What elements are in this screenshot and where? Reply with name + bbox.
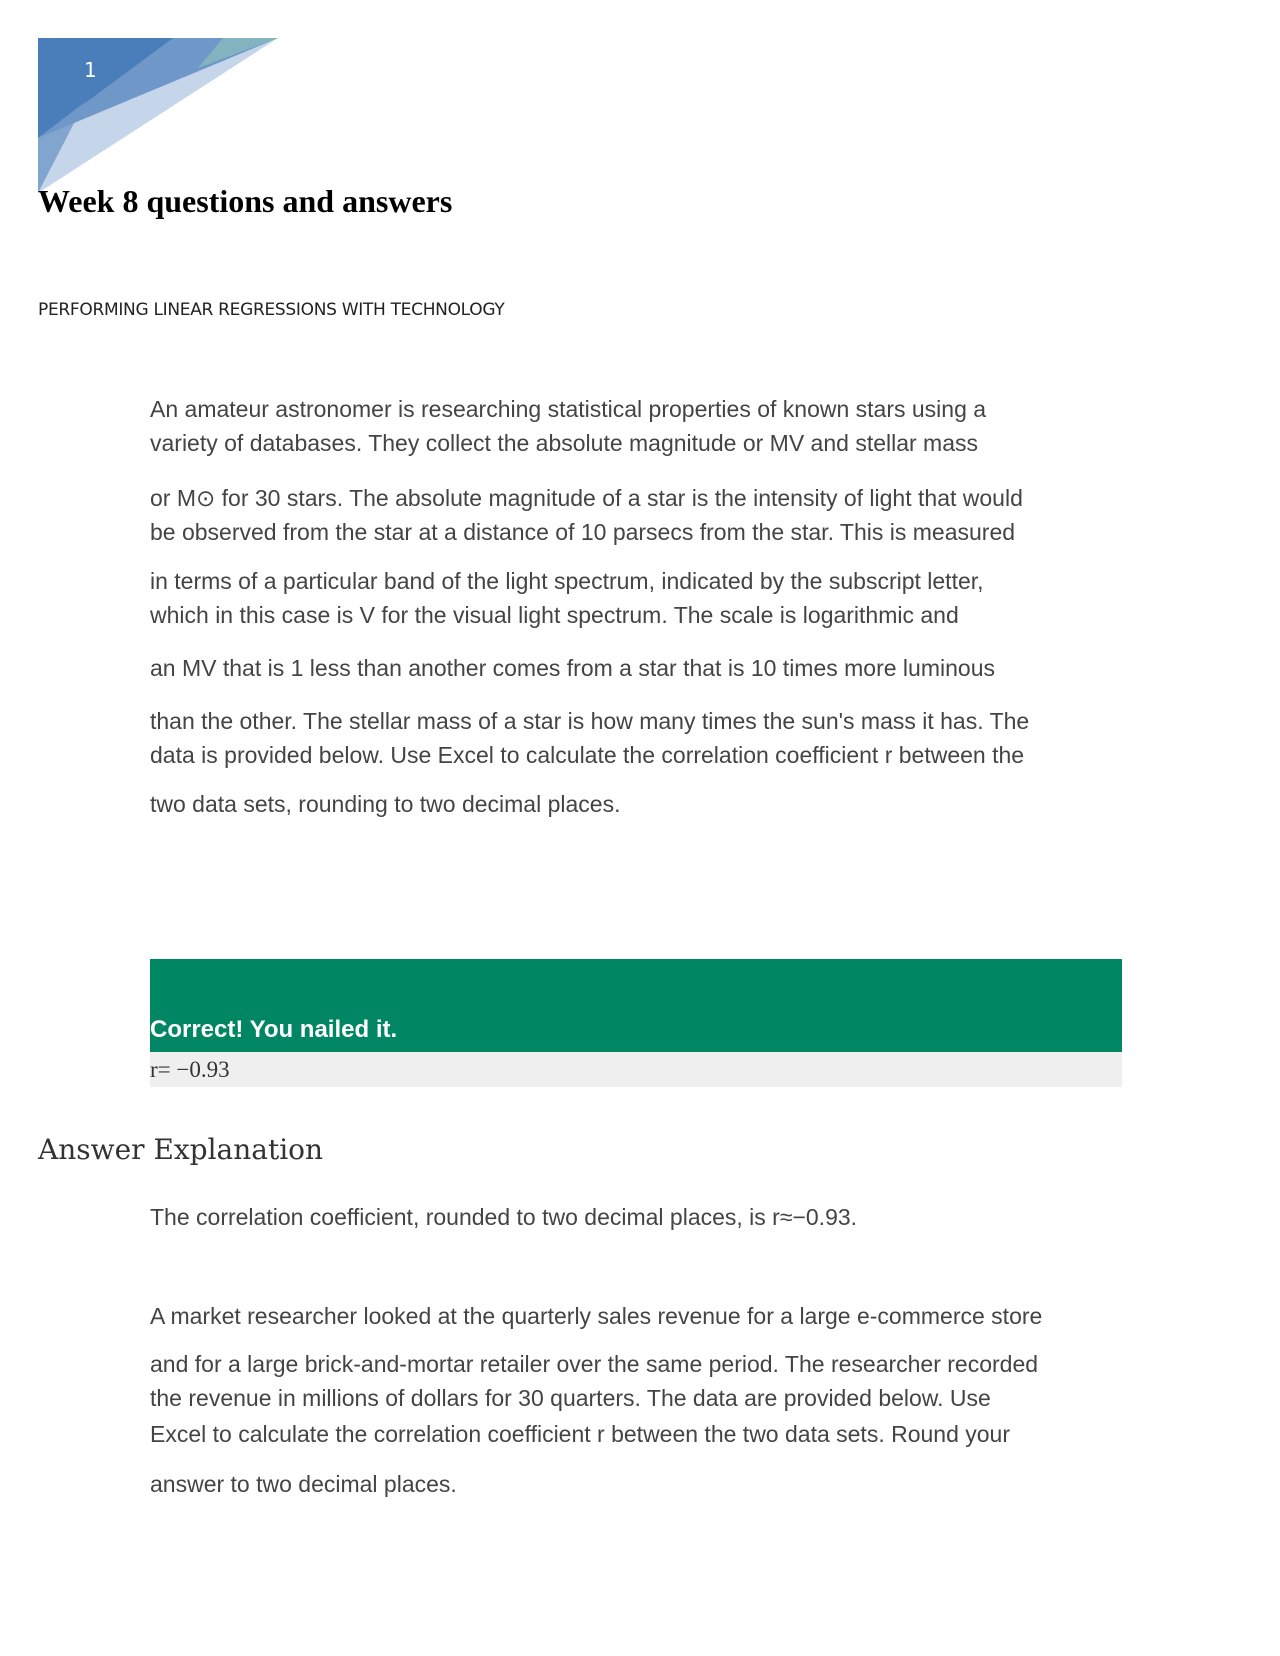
text-line: which in this case is V for the visual light spectrum. The scale is logarithmic and: [150, 602, 959, 628]
explanation-heading: Answer Explanation: [38, 1133, 324, 1166]
text-line: A market researcher looked at the quarterly sales revenue for a large e-commerce store: [150, 1303, 1043, 1329]
explanation-text: The correlation coefficient, rounded to two decimal places, is r≈−0.93.: [150, 1204, 858, 1230]
feedback-status: Correct! You nailed it.: [150, 1016, 398, 1043]
feedback-banner: [150, 959, 1122, 1052]
text-line: data is provided below. Use Excel to calculate the correlation coefficient r between the: [150, 742, 1025, 768]
text-line: and for a large brick-and-mortar retailer over the same period. The researcher recorded: [150, 1351, 1039, 1377]
page-number: 1: [84, 58, 97, 82]
text-line: than the other. The stellar mass of a star is how many times the sun's mass it has. The: [150, 708, 1030, 734]
text-line: in terms of a particular band of the light spectrum, indicated by the subscript letter,: [150, 568, 984, 594]
text-line: be observed from the star at a distance of 10 parsecs from the star. This is measured: [150, 519, 1016, 545]
text-line: two data sets, rounding to two decimal places.: [150, 791, 621, 817]
text-line: answer to two decimal places.: [150, 1471, 457, 1497]
text-line: or M⊙ for 30 stars. The absolute magnitude of a star is the intensity of light that would: [150, 485, 1023, 511]
text-line: the revenue in millions of dollars for 30 quarters. The data are provided below. Use: [150, 1385, 991, 1411]
submitted-answer: r= −0.93: [150, 1052, 1122, 1087]
text-line: an MV that is 1 less than another comes from a star that is 10 times more luminous: [150, 655, 995, 681]
text-line: variety of databases. They collect the absolute magnitude or MV and stellar mass: [150, 430, 979, 456]
text-line: An amateur astronomer is researching statistical properties of known stars using a: [150, 396, 987, 422]
page-corner-decoration: [38, 38, 278, 193]
section-heading: PERFORMING LINEAR REGRESSIONS WITH TECHNOLOGY: [38, 300, 505, 320]
page-title: Week 8 questions and answers: [38, 183, 453, 219]
text-line: Excel to calculate the correlation coefficient r between the two data sets. Round your: [150, 1421, 1011, 1447]
